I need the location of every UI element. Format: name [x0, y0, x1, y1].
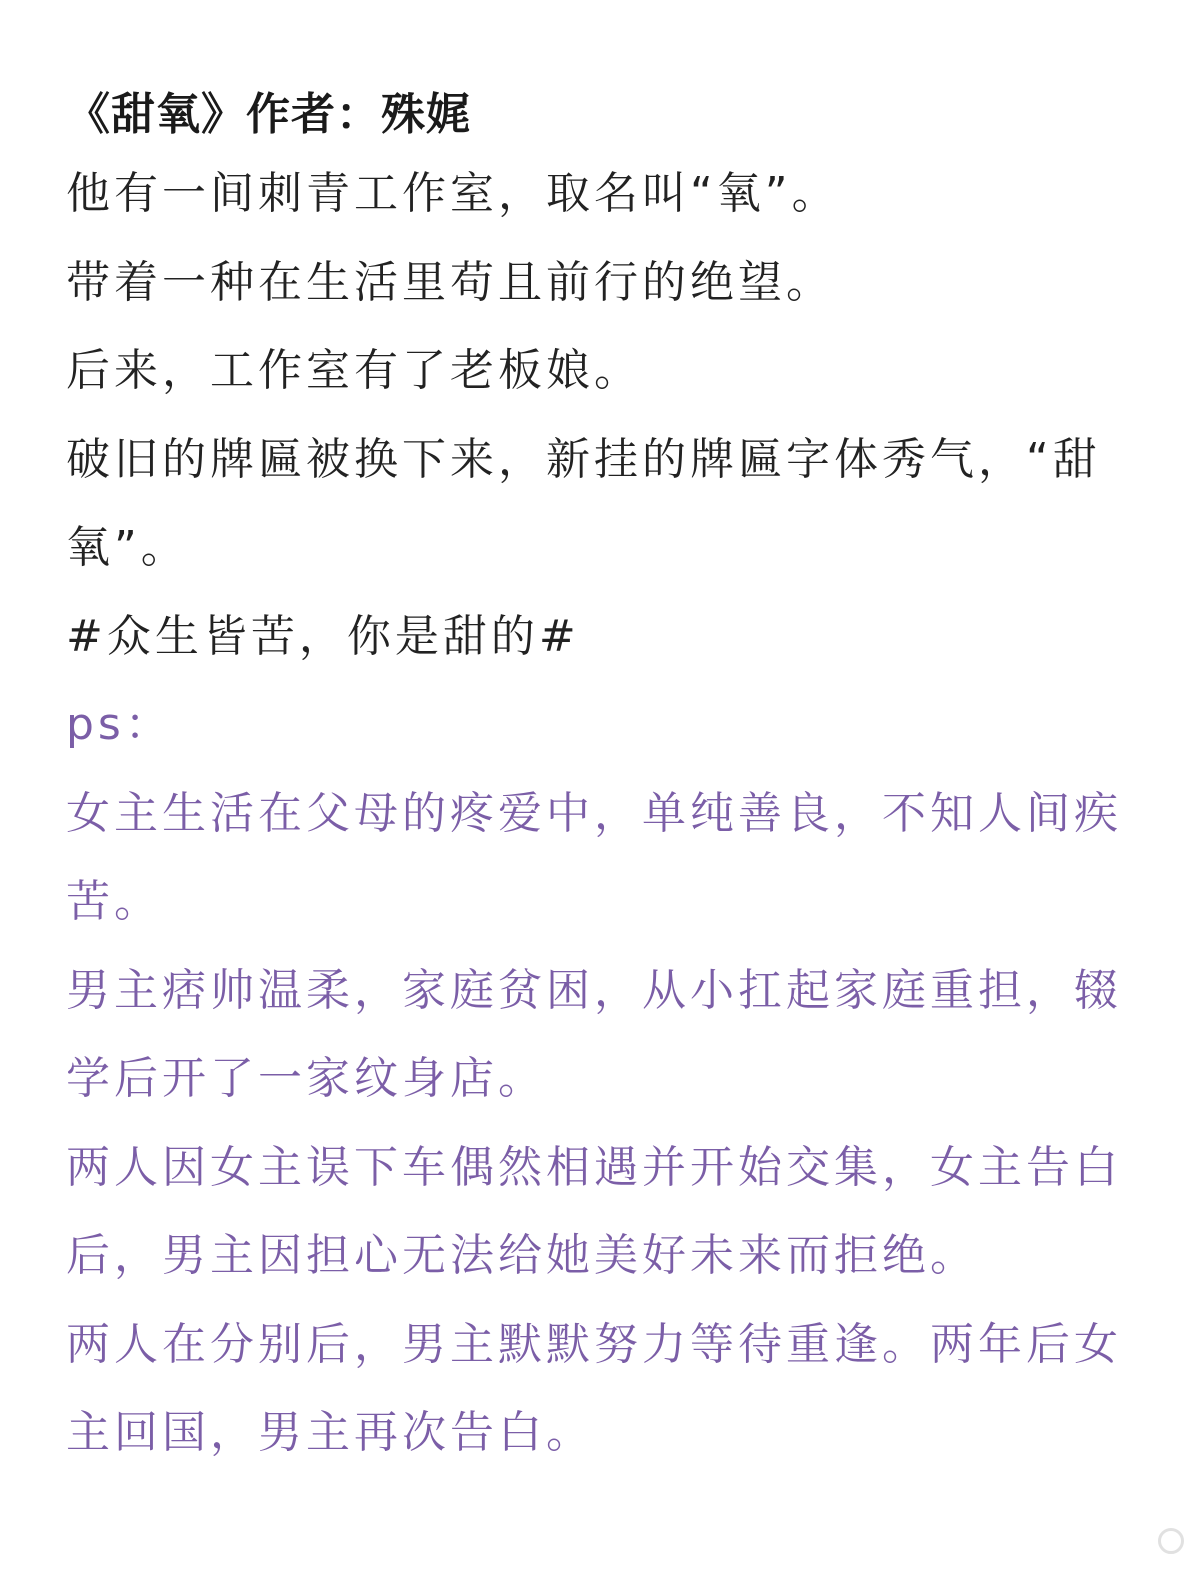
- paragraph: 破旧的牌匾被换下来，新挂的牌匾字体秀气，“甜氧”。: [66, 433, 1101, 573]
- weibo-logo-icon: [1158, 1528, 1184, 1554]
- paragraph: 两人在分别后，男主默默努力等待重逢。两年后女主回国，男主再次告白。: [66, 1318, 1122, 1458]
- hashtag-paragraph: #众生皆苦，你是甜的#: [66, 610, 580, 662]
- ps-label: ps：: [66, 699, 173, 750]
- paragraph: 带着一种在生活里苟且前行的绝望。: [66, 256, 834, 308]
- document-body: [66, 150, 1136, 1478]
- paragraph: 两人因女主误下车偶然相遇并开始交集，女主告白后，男主因担心无法给她美好未来而拒绝。: [66, 1141, 1122, 1281]
- paragraph: 后来，工作室有了老板娘。: [66, 345, 642, 396]
- document-title: 《甜氧》作者：殊娓: [66, 89, 471, 140]
- paragraph: 女主生活在父母的疼爱中，单纯善良，不知人间疾苦。: [66, 787, 1122, 927]
- paragraph: 男主痞帅温柔，家庭贫困，从小扛起家庭重担，辍学后开了一家纹身店。: [66, 964, 1122, 1104]
- watermark: [1158, 1523, 1184, 1559]
- paragraph: 他有一间刺青工作室，取名叫“氧”。: [66, 168, 840, 219]
